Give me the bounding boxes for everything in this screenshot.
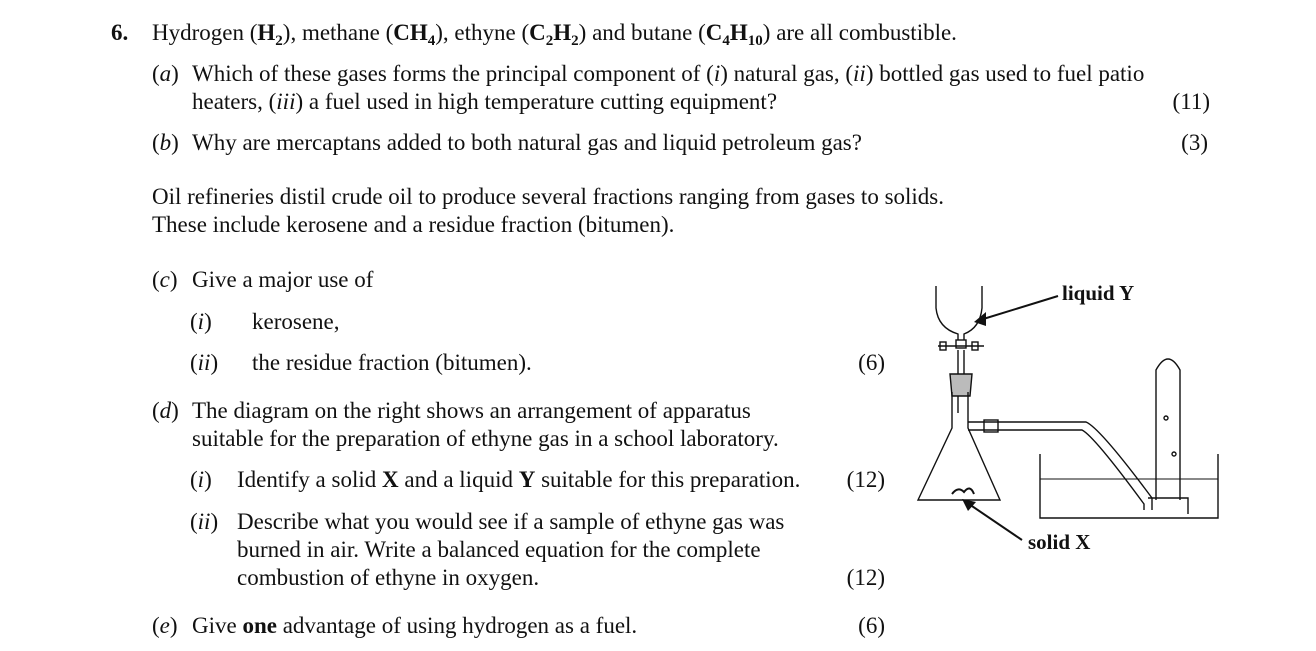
part-c-marks: (6) <box>858 350 885 375</box>
part-d-label: (d) <box>152 398 179 423</box>
conical-flask <box>918 392 1000 500</box>
part-d-sub2-line2: burned in air. Write a balanced equation for the complete <box>237 537 761 562</box>
part-a-label: (a) <box>152 61 179 86</box>
dropping-funnel <box>936 286 984 374</box>
part-d-sub1-label: (i) <box>190 467 212 492</box>
part-d-sub1-text: Identify a solid X and a liquid Y suitable for this preparation. <box>237 467 801 492</box>
part-c-sub2-label: (ii) <box>190 350 219 375</box>
apparatus-diagram <box>900 278 1230 568</box>
part-d-line1: The diagram on the right shows an arrangement of apparatus <box>192 398 751 423</box>
part-e-text: Give one advantage of using hydrogen as a fuel. <box>192 613 638 638</box>
part-d-sub2-marks: (12) <box>846 565 885 590</box>
part-c-sub2-text: the residue fraction (bitumen). <box>252 350 532 375</box>
part-c-sub1-text: kerosene, <box>252 309 340 334</box>
part-a-line2: heaters, (iii) a fuel used in high temperature cutting equipment? <box>192 89 778 114</box>
label-liquid-y: liquid Y <box>1062 281 1135 305</box>
part-b-marks: (3) <box>1181 130 1208 155</box>
part-d-sub2-label: (ii) <box>190 509 219 534</box>
part-d-sub1-marks: (12) <box>846 467 885 492</box>
part-e-marks: (6) <box>858 613 885 638</box>
question-number: 6. <box>111 20 129 45</box>
part-c-sub1-label: (i) <box>190 309 212 334</box>
part-a-marks: (11) <box>1172 89 1210 114</box>
part-d-sub2-line1: Describe what you would see if a sample of ethyne gas was <box>237 509 785 534</box>
part-b-label: (b) <box>152 130 179 155</box>
beehive-shelf <box>1148 498 1188 514</box>
rubber-stopper <box>950 374 972 396</box>
solid-x-lumps <box>952 488 974 494</box>
part-d-line2: suitable for the preparation of ethyne gas in a school laboratory. <box>192 426 779 451</box>
trough <box>1040 454 1218 518</box>
part-c-text: Give a major use of <box>192 267 374 292</box>
question-intro: Hydrogen $(H_2)$, methane $(CH_4)$, ethyne $(C_2H_2)$ and butane $(C_4H_{10})$ are all combustible. <box>152 20 957 49</box>
part-b-text: Why are mercaptans added to both natural gas and liquid petroleum gas? <box>192 130 862 155</box>
part-a-line1: Which of these gases forms the principal component of (i) natural gas, (ii) bottled gas used to fuel patio <box>192 61 1145 86</box>
part-c-label: (c) <box>152 267 178 292</box>
label-solid-x: solid X <box>1028 530 1091 554</box>
part-d-sub2-line3: combustion of ethyne in oxygen. <box>237 565 540 590</box>
part-e-label: (e) <box>152 613 178 638</box>
paragraph-line2: These include kerosene and a residue fraction (bitumen). <box>152 212 675 237</box>
paragraph-line1: Oil refineries distil crude oil to produce several fractions ranging from gases to solids. <box>152 184 945 209</box>
delivery-tube <box>968 422 1152 510</box>
